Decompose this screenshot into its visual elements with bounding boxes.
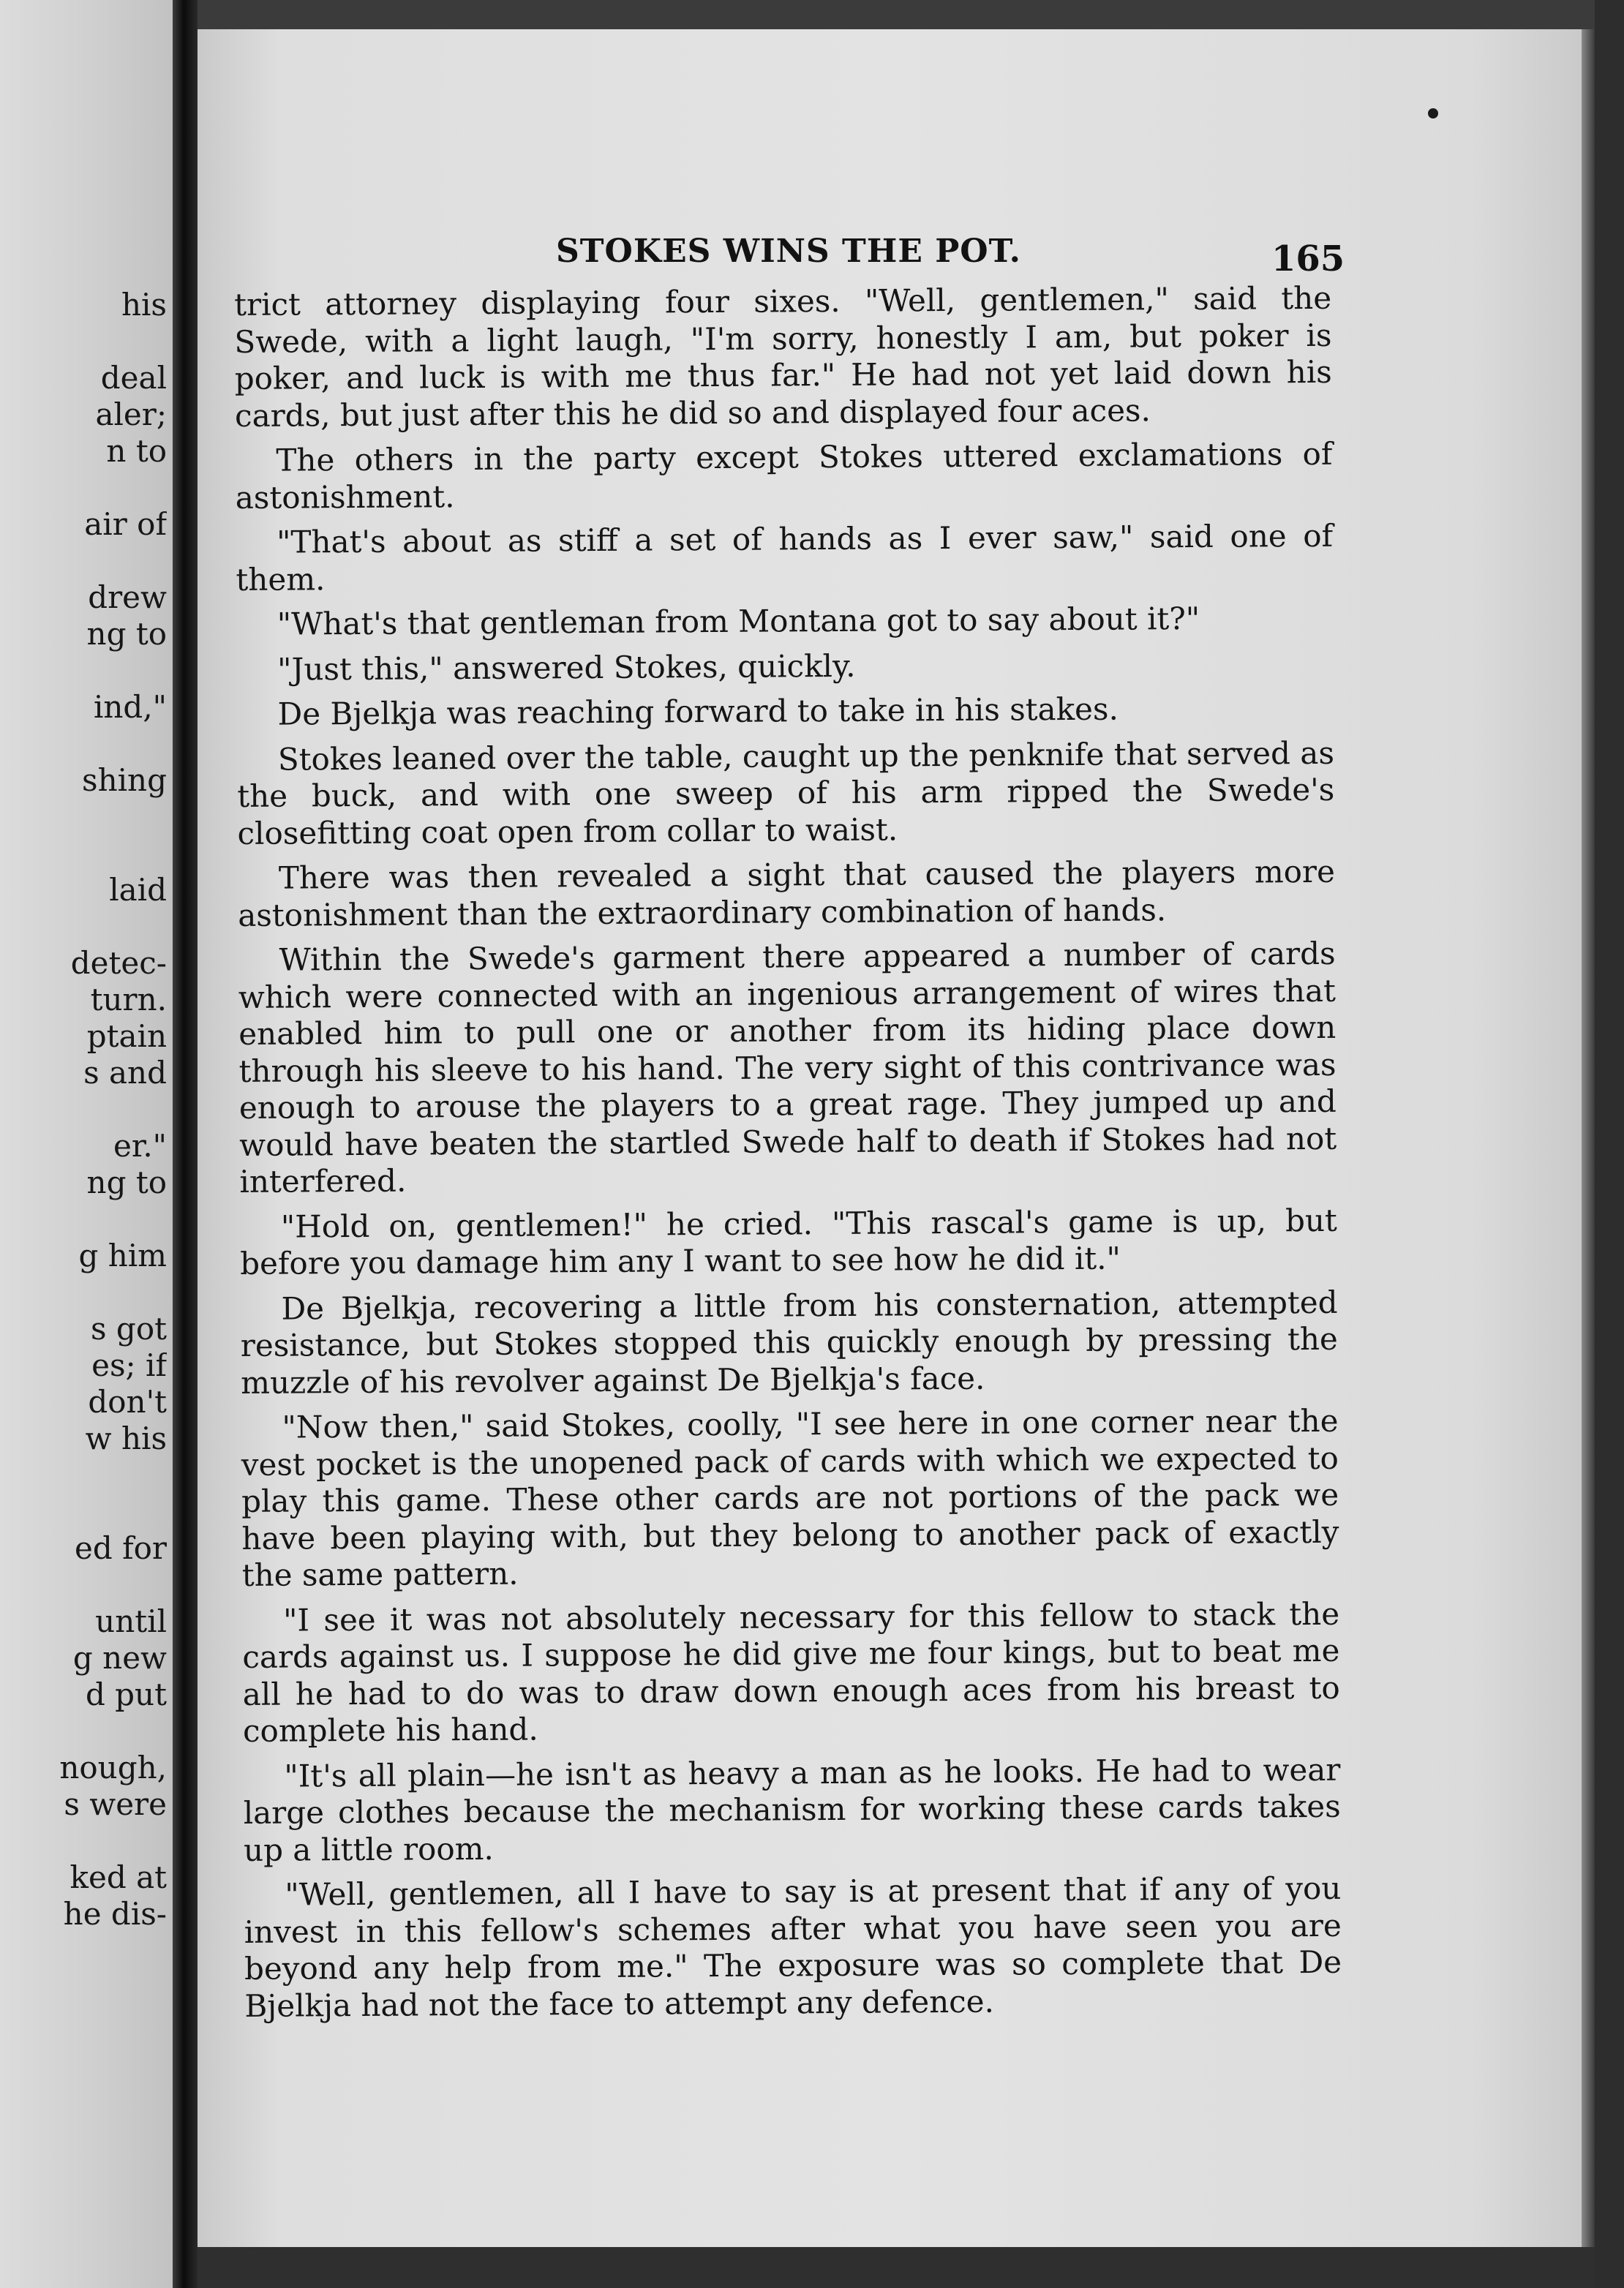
left-page-fragment: aler; <box>95 396 167 432</box>
paragraph: De Bjelkja, recovering a little from his consternation, attempted resistance, but Stokes stopped this quickly enough by pressing the muzzle of his revolver against De Bjelkja's face. <box>240 1284 1338 1401</box>
page-edge <box>1582 29 1595 2247</box>
left-page-fragment <box>0 726 167 762</box>
scan-border-right <box>1595 0 1624 2288</box>
left-page <box>0 0 173 2288</box>
left-page-fragment: detec- <box>70 945 167 981</box>
left-page-fragment <box>0 1823 167 1859</box>
left-page-fragment <box>0 1713 167 1750</box>
paragraph: "Just this," answered Stokes, quickly. <box>277 647 856 688</box>
paragraph: The others in the party except Stokes uttered exclamations of astonishment. <box>235 435 1333 516</box>
left-page-fragment: ptain <box>86 1018 167 1054</box>
left-page-fragment: g new <box>72 1640 167 1676</box>
left-page-fragment: he dis- <box>63 1896 167 1932</box>
left-page-fragment <box>0 1091 167 1128</box>
left-page-fragment: drew <box>88 579 167 615</box>
paragraph: Stokes leaned over the table, caught up the penknife that served as the buck, and with one sweep of his arm ripped the Swede's closefitting coat open from collar to waist. <box>237 734 1335 851</box>
left-page-fragment: s got <box>91 1311 167 1347</box>
left-page-fragment: ked at <box>69 1859 167 1895</box>
page-number: 165 <box>1271 238 1345 279</box>
left-page-fragment <box>0 652 167 689</box>
paragraph: "What's that gentleman from Montana got to say about it?" <box>277 600 1200 642</box>
left-page-fragment: g him <box>78 1238 167 1273</box>
left-page-fragment <box>0 908 167 945</box>
left-page-fragment <box>0 835 167 872</box>
left-page-fragment: es; if <box>91 1347 167 1383</box>
left-page-fragment: s were <box>64 1786 167 1822</box>
paragraph: "Well, gentlemen, all I have to say is at present that if any of you invest in this fellow's schemes after what you have seen you are beyond any help from me." The exposure was so complete that De Bjelkja had not the face to attempt any defence. <box>244 1870 1342 2024</box>
left-page-fragment: s and <box>83 1055 167 1091</box>
running-head: STOKES WINS THE POT. <box>556 233 1021 270</box>
scan-border-bottom <box>198 2247 1595 2288</box>
left-page-fragment: air of <box>84 506 167 542</box>
left-page-fragment <box>0 1274 167 1311</box>
left-page-fragment: ng to <box>86 616 167 652</box>
left-page-fragment: ed for <box>75 1530 167 1566</box>
left-page-fragment <box>0 543 167 579</box>
paragraph: "That's about as stiff a set of hands as I ever saw," said one of them. <box>236 517 1334 598</box>
left-page-fragment: turn. <box>90 982 167 1017</box>
paragraph: "Hold on, gentlemen!" he cried. "This rascal's game is up, but before you damage him any I want to see how he did it." <box>240 1202 1337 1282</box>
paragraph: trict attorney displaying four sixes. "Well, gentlemen," said the Swede, with a light laugh, "I'm sorry, honestly I am, but poker is poker, and luck is with me thus far." He had not yet laid down his cards, but just after this he did so and displayed four aces. <box>234 279 1332 434</box>
paragraph: "It's all plain—he isn't as heavy a man as he looks. He had to wear large clothes because the mechanism for working these cards takes up a little room. <box>243 1751 1341 1868</box>
left-page-fragment: nough, <box>59 1750 167 1785</box>
left-page-fragment: laid <box>109 872 167 908</box>
left-page-fragment: don't <box>88 1384 167 1420</box>
body-text <box>234 280 1342 2033</box>
scan-border-top <box>198 0 1595 29</box>
left-page-fragment <box>0 1201 167 1238</box>
left-page-fragment <box>0 1494 167 1530</box>
left-page-fragment: until <box>95 1603 167 1639</box>
left-page-fragment <box>0 799 167 835</box>
left-page-fragment: deal <box>100 360 167 396</box>
left-page-fragment <box>0 323 167 360</box>
left-page-text-fragments <box>0 287 167 1933</box>
left-page-fragment <box>0 1457 167 1494</box>
ink-spot <box>1428 108 1438 118</box>
left-page-fragment: ng to <box>86 1164 167 1200</box>
left-page-fragment: n to <box>106 433 167 469</box>
left-page-fragment: w his <box>85 1420 167 1456</box>
left-page-fragment: er." <box>113 1128 167 1164</box>
left-page-fragment: his <box>121 287 167 323</box>
left-page-fragment: d put <box>85 1677 167 1712</box>
paragraph: "I see it was not absolutely necessary for this fellow to stack the cards against us. I suppose he did give me four kings, but to beat me all he had to do was to draw down enough aces from his breast to complete his hand. <box>242 1595 1340 1749</box>
paragraph: There was then revealed a sight that caused the players more astonishment than the extraordinary combination of hands. <box>238 853 1336 933</box>
paragraph: "Now then," said Stokes, coolly, "I see here in one corner near the vest pocket is the unopened pack of cards with which we expected to play this game. These other cards are not portions of the pack we have been playing with, but they belong to another pack of exactly the same pattern. <box>241 1402 1339 1593</box>
left-page-fragment <box>0 1567 167 1603</box>
left-page-fragment: ind," <box>93 689 167 725</box>
left-page-fragment <box>0 470 167 506</box>
paragraph: Within the Swede's garment there appeared a number of cards which were connected with an ingenious arrangement of wires that enabled him to pull one or another from its hiding place down through his sleeve to his hand. The very sight of this contrivance was enough to arouse the players to a great rage. They jumped up and would have beaten the startled Swede half to death if Stokes had not interfered. <box>238 935 1337 1200</box>
left-page-fragment: shing <box>82 762 167 798</box>
paragraph: De Bjelkja was reaching forward to take in his stakes. <box>277 690 1119 732</box>
book-gutter <box>173 0 198 2288</box>
